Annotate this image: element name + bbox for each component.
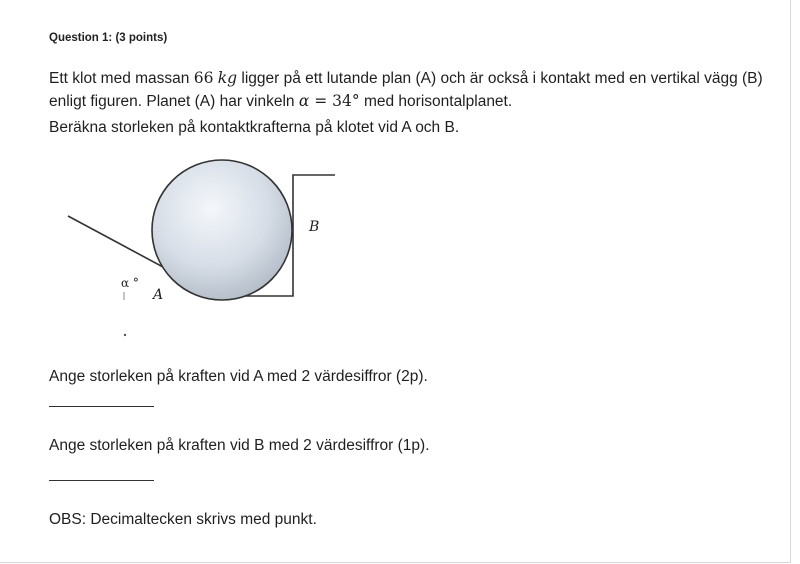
- angle-value: 34: [332, 92, 352, 110]
- label-angle: α °: [121, 276, 139, 290]
- question-title: Question 1: (3 points): [49, 32, 168, 44]
- sphere-figure: [60, 148, 350, 348]
- angle-symbol: α: [298, 92, 310, 110]
- problem-statement: Ett klot med massan 66 kg ligger på ett lutande plan (A) och är också i kontakt med en vertikal vägg (B) enligt figuren. Planet (A) har vinkeln α = 34° med horisontalplanet.: [49, 69, 763, 110]
- answer-prompt-a: Ange storleken på kraften vid A med 2 värdesiffror (2p).: [49, 368, 428, 385]
- label-wall-b: B: [309, 219, 320, 235]
- decimal-note: OBS: Decimaltecken skrivs med punkt.: [49, 511, 317, 528]
- mass-value: 66: [193, 69, 214, 87]
- sphere: [152, 160, 292, 300]
- figure-dot: [124, 334, 126, 336]
- mass-unit: kg: [217, 69, 238, 87]
- answer-prompt-b: Ange storleken på kraften vid B med 2 värdesiffror (1p).: [49, 437, 430, 454]
- answer-blank-b[interactable]: [49, 480, 154, 481]
- answer-blank-a[interactable]: [49, 406, 154, 407]
- instruction-text: Beräkna storleken på kontaktkrafterna på klotet vid A och B.: [49, 119, 460, 136]
- label-plane-a: A: [153, 287, 164, 303]
